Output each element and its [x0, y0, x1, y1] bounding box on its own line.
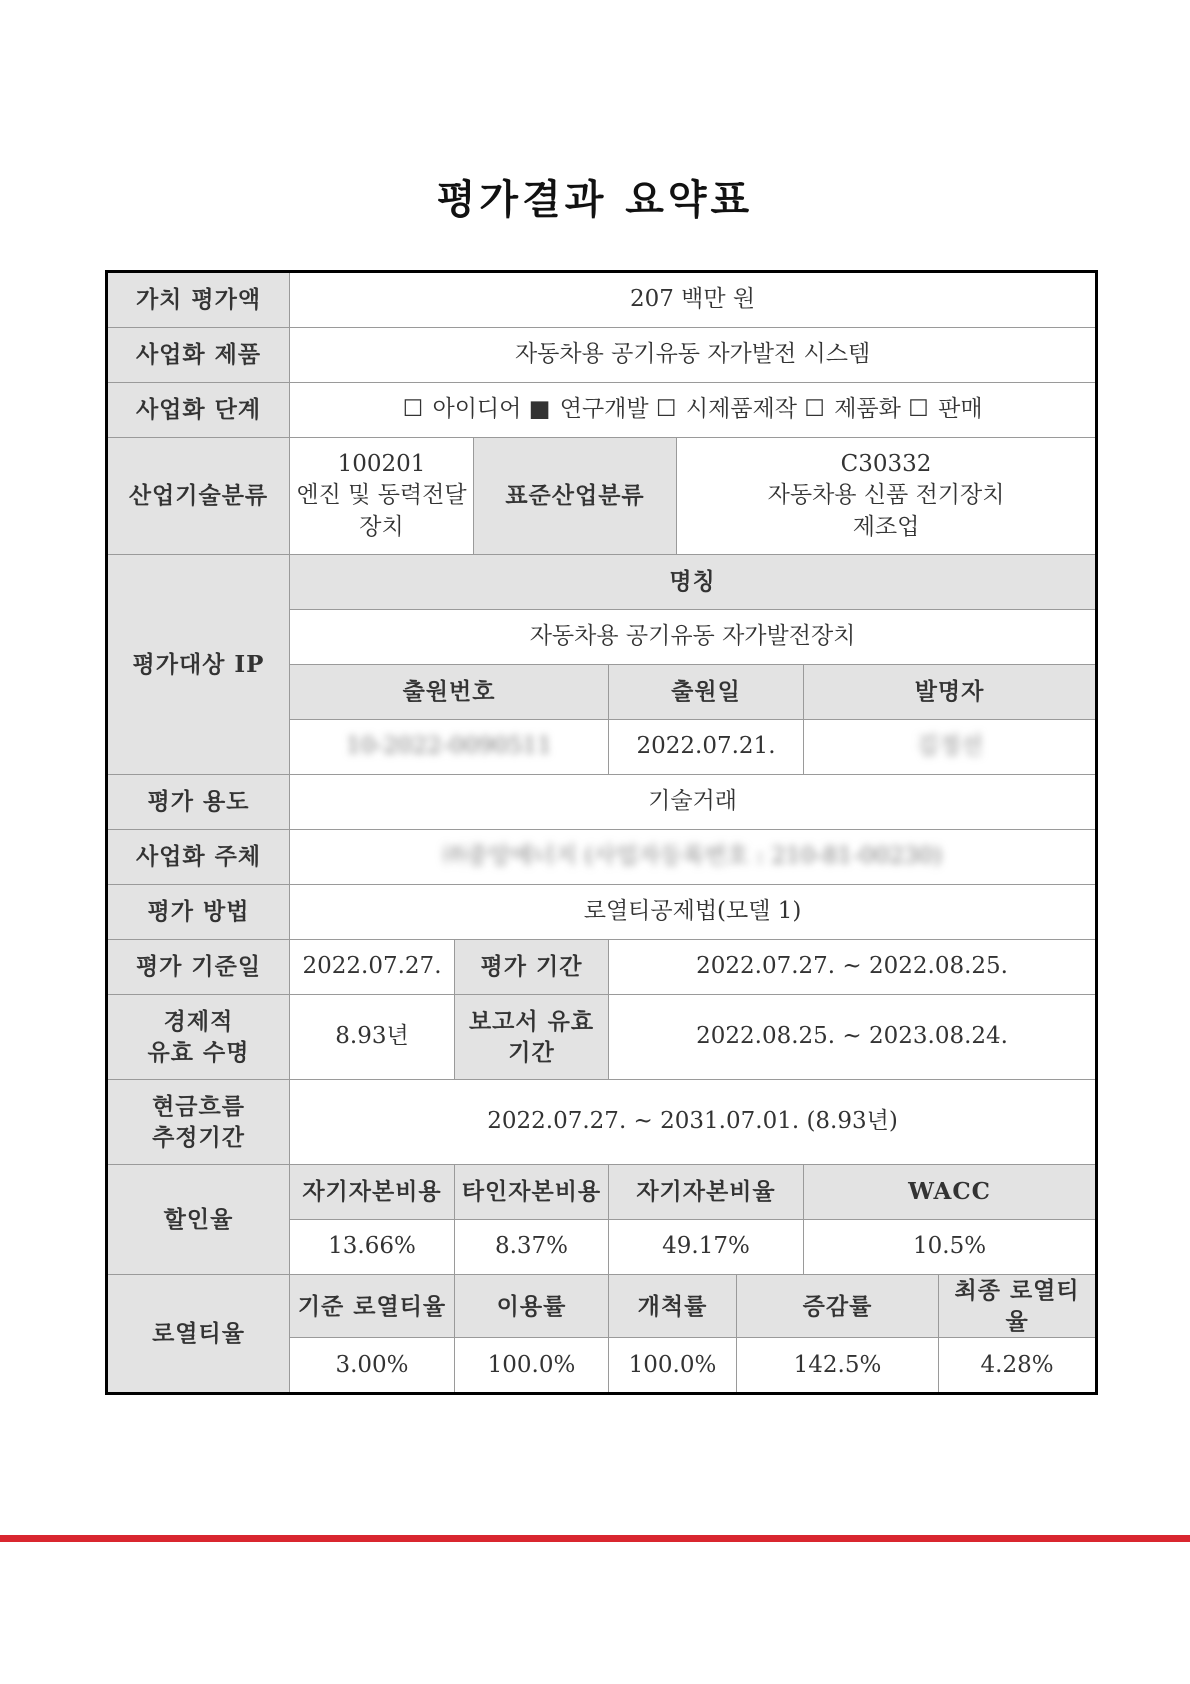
discount-header-wacc: WACC: [804, 1165, 1097, 1220]
industry-name: 엔진 및 동력전달장치: [296, 482, 467, 540]
std-industry-classification: [677, 438, 1097, 555]
eval-period-value: 2022.07.27. ~ 2022.08.25.: [609, 940, 1097, 995]
app-no-header: 출원번호: [290, 665, 609, 720]
row-life: [107, 995, 1097, 1080]
royalty-header-final: 최종 로열티율: [939, 1275, 1097, 1338]
industry-classification: [290, 438, 474, 555]
ip-name-header: 명칭: [290, 555, 1097, 610]
checkbox-empty-icon: ☐: [402, 396, 424, 423]
stage-option-sale: ☐ 판매: [908, 396, 983, 423]
value-amount: 207 백만 원: [290, 272, 1097, 328]
label-discount: 할인율: [107, 1165, 290, 1275]
std-industry-name: 자동차용 신품 전기장치: [767, 482, 1005, 509]
row-discount-header: [107, 1165, 1097, 1220]
purpose-value: 기술거래: [290, 775, 1097, 830]
label-validity: 보고서 유효기간: [455, 995, 609, 1080]
label-ip: 평가대상 IP: [107, 555, 290, 775]
row-industry: [107, 438, 1097, 555]
app-date: 2022.07.21.: [609, 720, 804, 775]
row-stage: [107, 383, 1097, 438]
summary-table: [105, 270, 1098, 1395]
label-stage: 사업화 단계: [107, 383, 290, 438]
product-name: 자동차용 공기유동 자가발전 시스템: [290, 328, 1097, 383]
label-industry: 산업기술분류: [107, 438, 290, 555]
ip-name: 자동차용 공기유동 자가발전장치: [290, 610, 1097, 665]
stage-option-idea: ☐ 아이디어: [402, 396, 522, 423]
label-life: 경제적 유효 수명: [107, 995, 290, 1080]
discount-header-cost-of-equity: 자기자본비용: [290, 1165, 455, 1220]
discount-value-equity-ratio: 49.17%: [609, 1220, 804, 1275]
inventor-header: 발명자: [804, 665, 1097, 720]
footer-accent-line: [0, 1535, 1190, 1542]
row-entity: [107, 830, 1097, 885]
royalty-header-base: 기준 로열티율: [290, 1275, 455, 1338]
royalty-value-final: 4.28%: [939, 1338, 1097, 1394]
royalty-header-change: 증감률: [737, 1275, 939, 1338]
row-cashflow: [107, 1080, 1097, 1165]
stage-option-rnd: ■ 연구개발: [528, 396, 649, 423]
label-method: 평가 방법: [107, 885, 290, 940]
checkbox-empty-icon: ☐: [908, 396, 929, 423]
discount-header-cost-of-debt: 타인자본비용: [455, 1165, 609, 1220]
validity-value: 2022.08.25. ~ 2023.08.24.: [609, 995, 1097, 1080]
discount-value-wacc: 10.5%: [804, 1220, 1097, 1275]
label-value: 가치 평가액: [107, 272, 290, 328]
row-product: [107, 328, 1097, 383]
std-industry-name-cont: 제조업: [852, 513, 920, 540]
royalty-value-base: 3.00%: [290, 1338, 455, 1394]
label-entity: 사업화 주체: [107, 830, 290, 885]
industry-code: 100201: [337, 451, 426, 478]
royalty-value-change: 142.5%: [737, 1338, 939, 1394]
label-product: 사업화 제품: [107, 328, 290, 383]
checkbox-empty-icon: ☐: [804, 396, 825, 423]
stage-option-prototype: ☐ 시제품제작: [655, 396, 797, 423]
stage-options: [290, 383, 1097, 438]
method-value: 로열티공제법(모델 1): [290, 885, 1097, 940]
checkbox-empty-icon: ☐: [655, 396, 677, 423]
life-value: 8.93년: [290, 995, 455, 1080]
discount-value-cost-of-equity: 13.66%: [290, 1220, 455, 1275]
stage-option-product: ☐ 제품화: [804, 396, 901, 423]
inventor: [804, 720, 1097, 775]
cashflow-value: 2022.07.27. ~ 2031.07.01. (8.93년): [290, 1080, 1097, 1165]
label-base-date: 평가 기준일: [107, 940, 290, 995]
label-royalty: 로열티율: [107, 1275, 290, 1394]
royalty-header-pioneering: 개척률: [609, 1275, 737, 1338]
row-ip-name-header: [107, 555, 1097, 610]
label-purpose: 평가 용도: [107, 775, 290, 830]
row-base-date: [107, 940, 1097, 995]
label-std-industry: 표준산업분류: [474, 438, 677, 555]
label-cashflow: 현금흐름 추정기간: [107, 1080, 290, 1165]
royalty-header-usage: 이용률: [455, 1275, 609, 1338]
row-method: [107, 885, 1097, 940]
app-no: [290, 720, 609, 775]
base-date-value: 2022.07.27.: [290, 940, 455, 995]
inventor-redacted: 김정선: [916, 733, 983, 760]
checkbox-filled-icon: ■: [528, 396, 551, 423]
row-royalty-header: [107, 1275, 1097, 1338]
royalty-value-pioneering: 100.0%: [609, 1338, 737, 1394]
page-title: 평가결과 요약표: [436, 176, 754, 223]
row-purpose: [107, 775, 1097, 830]
royalty-value-usage: 100.0%: [455, 1338, 609, 1394]
discount-header-equity-ratio: 자기자본비율: [609, 1165, 804, 1220]
entity-value: [290, 830, 1097, 885]
row-value: [107, 272, 1097, 328]
label-eval-period: 평가 기간: [455, 940, 609, 995]
std-industry-code: C30332: [840, 451, 932, 478]
app-date-header: 출원일: [609, 665, 804, 720]
discount-value-cost-of-debt: 8.37%: [455, 1220, 609, 1275]
app-no-redacted: 10-2022-0090511: [346, 733, 552, 760]
entity-redacted: ㈜중앙에너지 (사업자등록번호 : 210-81-00230): [442, 843, 943, 870]
